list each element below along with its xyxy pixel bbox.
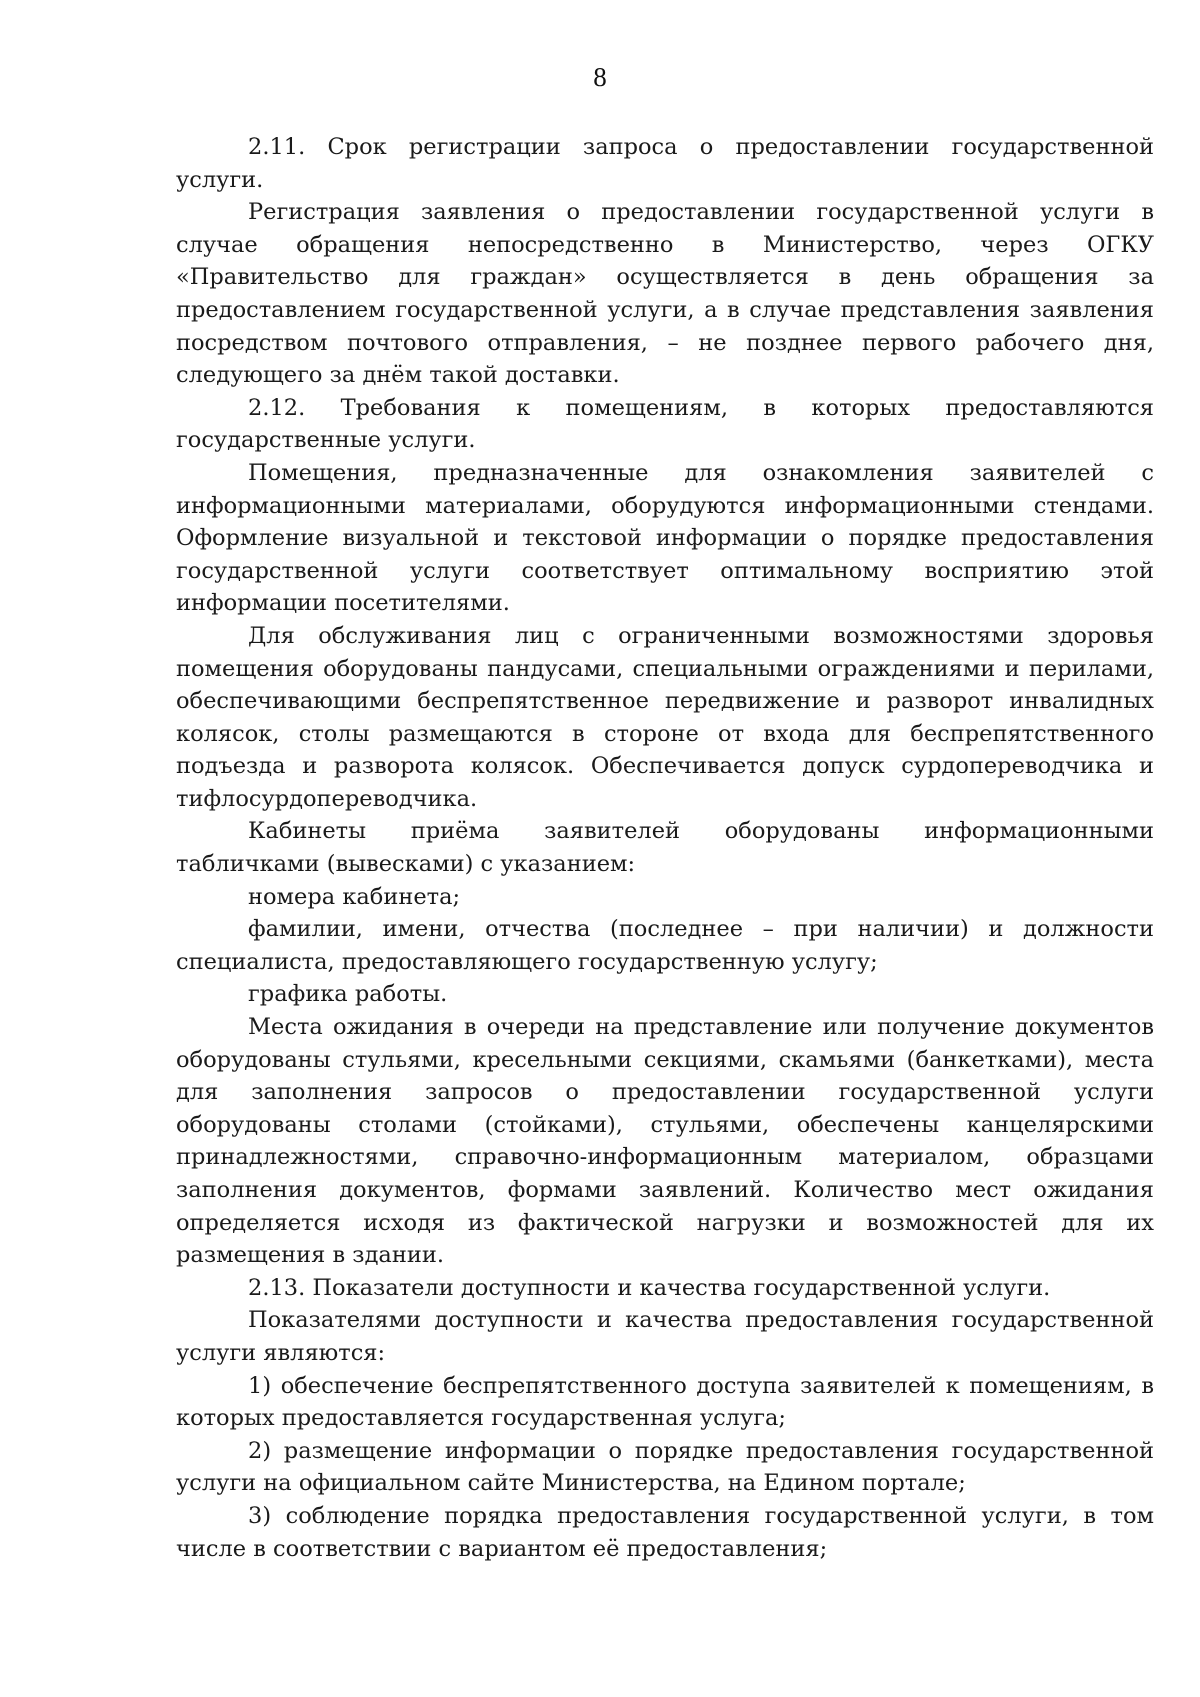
section-heading-2-11: 2.11. Срок регистрации запроса о предоставлении государственной услуги. — [176, 134, 1154, 193]
paragraph-offices: Кабинеты приёма заявителей оборудованы информационными табличками (вывесками) с указанием: — [176, 818, 1154, 878]
paragraph-premises: Помещения, предназначенные для ознакомления заявителей с информационными материалами, оборудуются информационными стендами. Оформление визуальной и текстовой информации о порядке предоставления государственной услуги соответствует оптимальному восприятию этой информации посетителями. — [176, 459, 1154, 617]
list-item-indicator-1: 1) обеспечение беспрепятственного доступа заявителей к помещениям, в которых предоставляется государственная услуга; — [176, 1372, 1154, 1432]
section-heading-2-12: 2.12. Требования к помещениям, в которых предоставляются государственные услуги. — [176, 394, 1154, 454]
paragraph-indicators: Показателями доступности и качества предоставления государственной услуги являются: — [176, 1307, 1154, 1366]
list-item-schedule: графика работы. — [248, 981, 448, 1008]
page-number: 8 — [593, 62, 607, 92]
list-item-indicator-2: 2) размещение информации о порядке предоставления государственной услуги на официальном сайте Министерства, на Едином портале; — [176, 1437, 1154, 1497]
list-item-indicator-3: 3) соблюдение порядка предоставления государственной услуги, в том числе в соответствии с вариантом её предоставления; — [176, 1502, 1154, 1562]
section-heading-2-13: 2.13. Показатели доступности и качества государственной услуги. — [248, 1274, 1051, 1301]
paragraph-registration: Регистрация заявления о предоставлении государственной услуги в случае обращения непосредственно в Министерство, через ОГКУ «Правительство для граждан» осуществляется в день обращения за предоставлением государственной услуги, а в случае представления заявления посредством почтового отправления, – не позднее первого рабочего дня, следующего за днём такой доставки. — [176, 199, 1154, 389]
document-body — [176, 131, 1154, 1565]
paragraph-waiting-areas: Места ожидания в очереди на представление или получение документов оборудованы стульями, кресельными секциями, скамьями (банкетками), места для заполнения запросов о предоставлении государственной услуги оборудованы столами (стойками), стульями, обеспечены канцелярскими принадлежностями, справочно-информационным материалом, образцами заполнения документов, формами заявлений. Количество мест ожидания определяется исходя из фактической нагрузки и возможностей для их размещения в здании. — [176, 1014, 1154, 1269]
list-item-specialist-name: фамилии, имени, отчества (последнее – при наличии) и должности специалиста, предоставляющего государственную услугу; — [176, 916, 1154, 975]
list-item-office-number: номера кабинета; — [248, 883, 461, 910]
paragraph-accessibility: Для обслуживания лиц с ограниченными возможностями здоровья помещения оборудованы пандусами, специальными ограждениями и перилами, обеспечивающими беспрепятственное передвижение и разворот инвалидных колясок, столы размещаются в стороне от входа для беспрепятственного подъезда и разворота колясок. Обеспечивается допуск сурдопереводчика и тифлосурдопереводчика. — [176, 622, 1154, 812]
